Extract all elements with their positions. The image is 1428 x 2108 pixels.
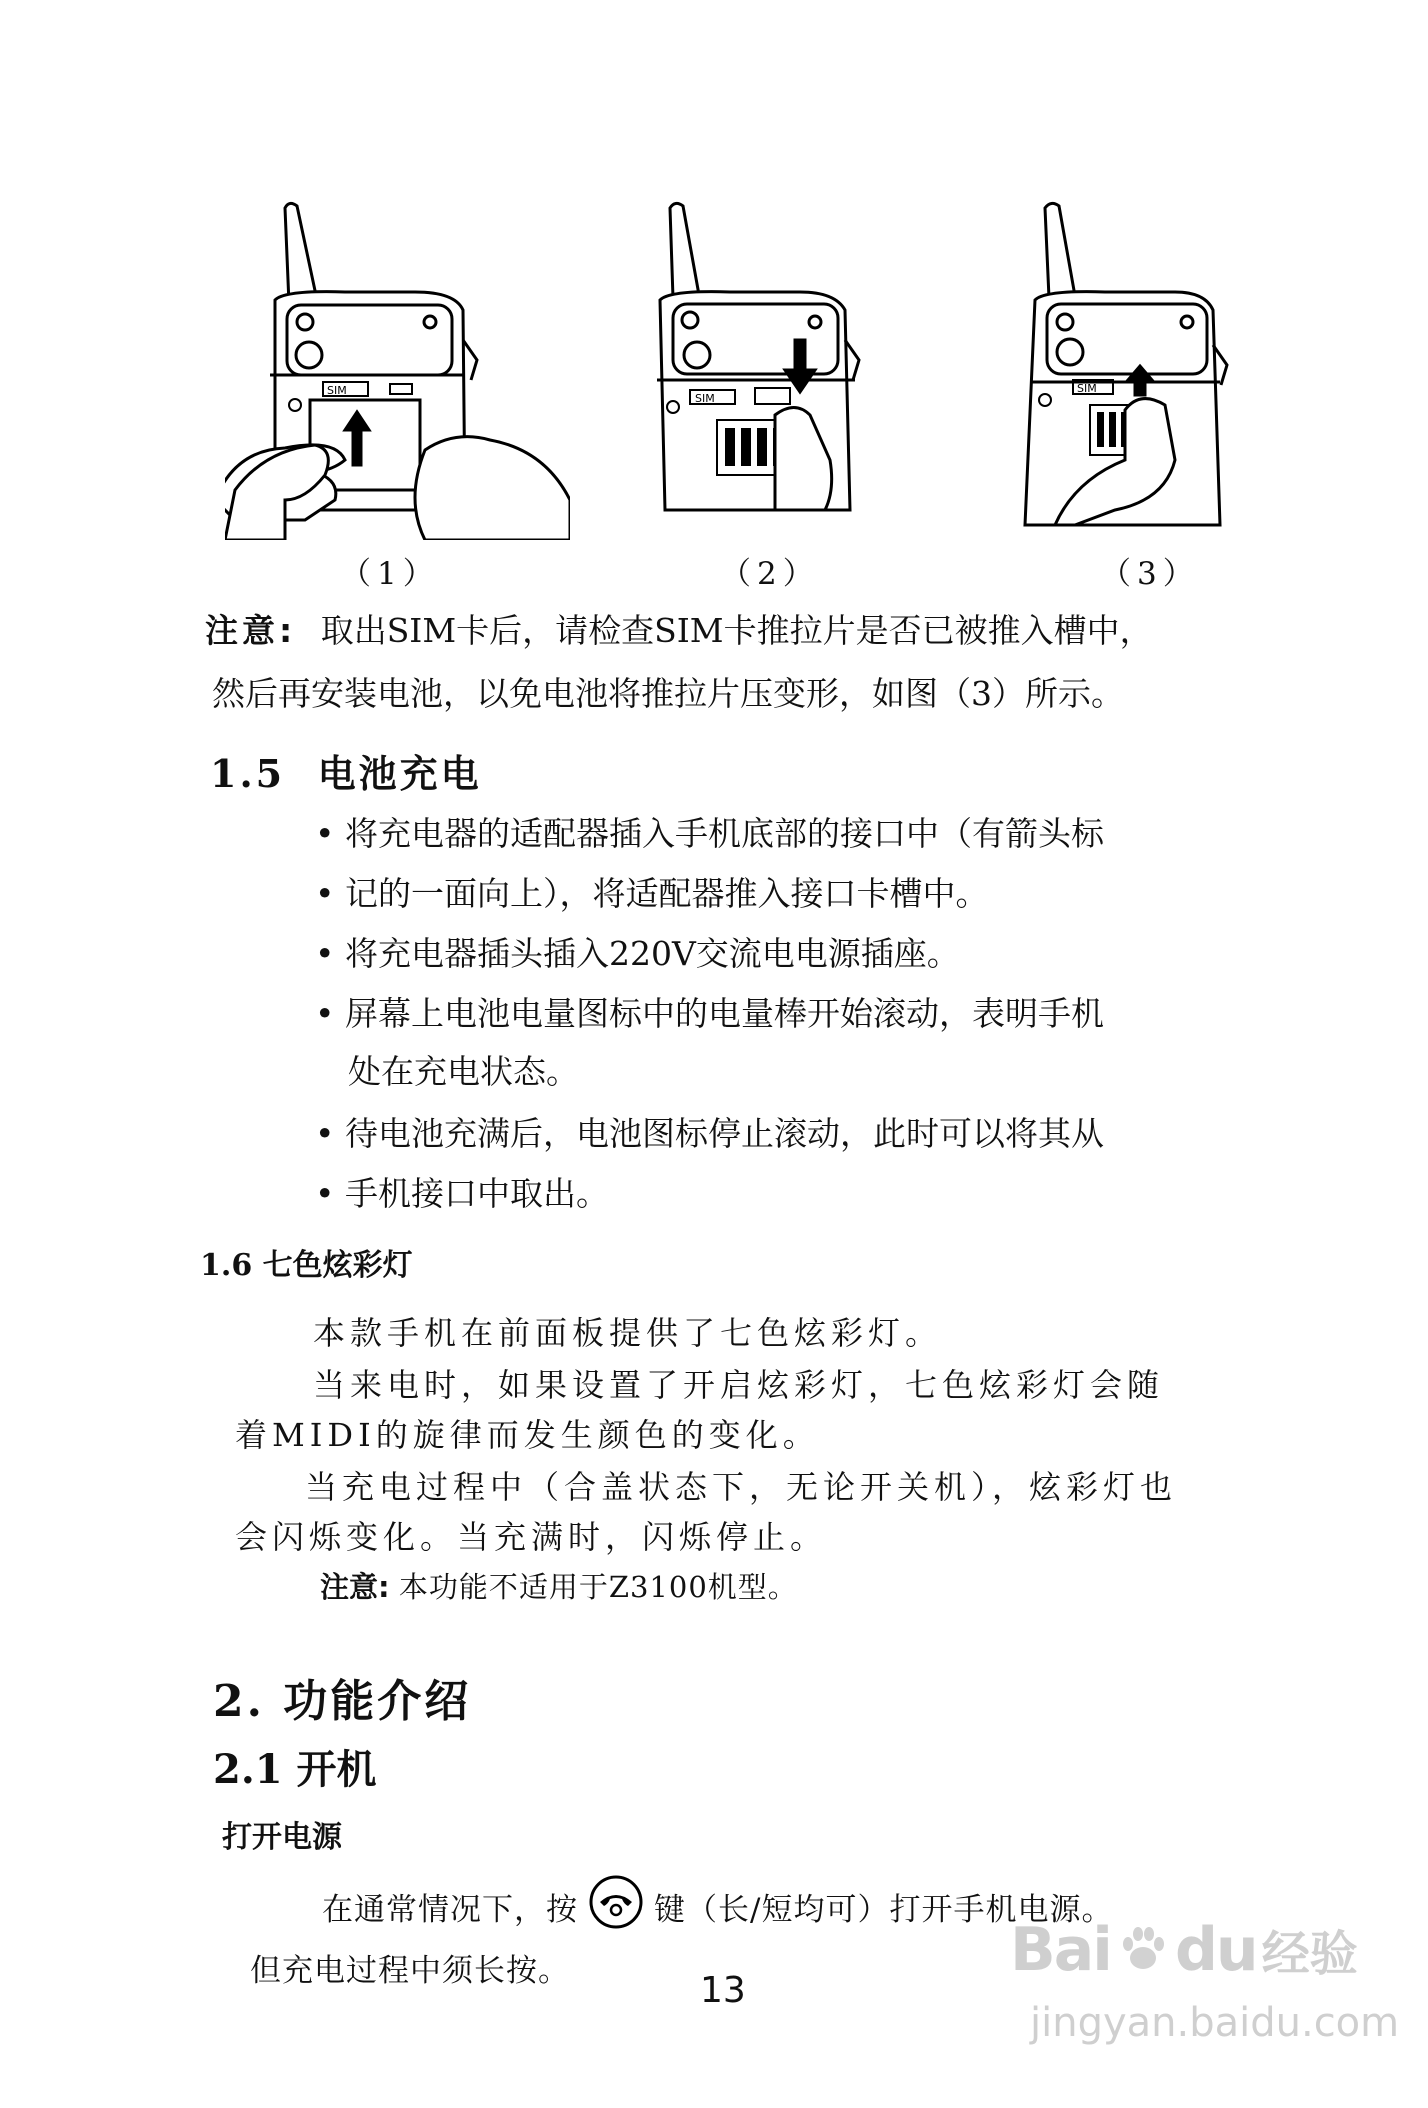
figure-1-sim-remove bbox=[225, 200, 570, 540]
note-text: 本功能不适用于Z3100机型。 bbox=[398, 1570, 798, 1604]
bullet-item: • 屏幕上电池电量图标中的电量棒开始滚动，表明手机 bbox=[315, 994, 1104, 1033]
note-sim-check bbox=[205, 605, 1153, 652]
note-z3100 bbox=[320, 1565, 798, 1606]
bullet-item-continuation: 处在充电状态。 bbox=[348, 1052, 579, 1091]
watermark-brand-2: du bbox=[1174, 1915, 1257, 1985]
svg-text:SIM: SIM bbox=[695, 392, 715, 405]
figure-2-sim-insert bbox=[635, 200, 875, 520]
instruction-after-key: 键（长/短均可）打开手机电源。 bbox=[654, 1891, 1114, 1928]
baidu-jingyan-watermark bbox=[1010, 1915, 1358, 1985]
figure-2-caption: （2） bbox=[720, 556, 820, 592]
section-heading-color-light: 1.6 七色炫彩灯 bbox=[200, 1248, 413, 1283]
paragraph-line: 会闪烁变化。当充满时，闪烁停止。 bbox=[235, 1518, 828, 1556]
paragraph-line: 当充电过程中（合盖状态下，无论开关机），炫彩灯也 bbox=[305, 1468, 1178, 1506]
sim-label: SIM bbox=[327, 384, 347, 397]
instruction-before-key: 在通常情况下，按 bbox=[322, 1891, 578, 1928]
figure-1-caption: （1） bbox=[340, 556, 440, 592]
bullet-item: • 记的一面向上），将适配器推入接口卡槽中。 bbox=[315, 874, 989, 913]
note-line-2: 然后再安装电池，以免电池将推拉片压变形，如图（3）所示。 bbox=[212, 674, 1124, 713]
end-call-key-icon bbox=[588, 1874, 644, 1930]
page-number: 13 bbox=[700, 1970, 746, 2011]
bullet-item: • 将充电器插头插入220V交流电电源插座。 bbox=[315, 934, 960, 973]
note-label: 注意: bbox=[320, 1570, 390, 1604]
power-on-instruction bbox=[322, 1878, 1113, 1934]
note-line-1: 取出SIM卡后，请检查SIM卡推拉片是否已被推入槽中， bbox=[320, 611, 1153, 650]
paragraph-line: 着MIDI的旋律而发生颜色的变化。 bbox=[235, 1416, 820, 1454]
paragraph-line: 本款手机在前面板提供了七色炫彩灯。 bbox=[313, 1314, 943, 1352]
figure-3-caption: （3） bbox=[1100, 556, 1200, 592]
subsubsection-heading-turn-on: 打开电源 bbox=[222, 1820, 342, 1855]
section-heading-battery-charge: 1.5 电池充电 bbox=[210, 751, 482, 796]
note-label: 注意: bbox=[205, 611, 297, 650]
watermark-cn: 经验 bbox=[1261, 1926, 1358, 1982]
bullet-item: • 手机接口中取出。 bbox=[315, 1174, 609, 1213]
svg-text:SIM: SIM bbox=[1077, 382, 1097, 395]
watermark-brand: Bai bbox=[1010, 1915, 1111, 1985]
watermark-url: jingyan.baidu.com bbox=[1030, 2000, 1400, 2046]
section-heading-features: 2. 功能介绍 bbox=[213, 1676, 472, 1727]
subsection-heading-power-on: 2.1 开机 bbox=[213, 1746, 377, 1793]
bullet-item: • 将充电器的适配器插入手机底部的接口中（有箭头标 bbox=[315, 814, 1104, 853]
power-on-note: 但充电过程中须长按。 bbox=[250, 1953, 570, 1989]
paragraph-line: 当来电时，如果设置了开启炫彩灯，七色炫彩灯会随 bbox=[313, 1366, 1165, 1404]
paw-icon bbox=[1116, 1922, 1170, 1976]
bullet-item: • 待电池充满后，电池图标停止滚动，此时可以将其从 bbox=[315, 1114, 1104, 1153]
figure-3-sim-pushed bbox=[1015, 200, 1255, 530]
